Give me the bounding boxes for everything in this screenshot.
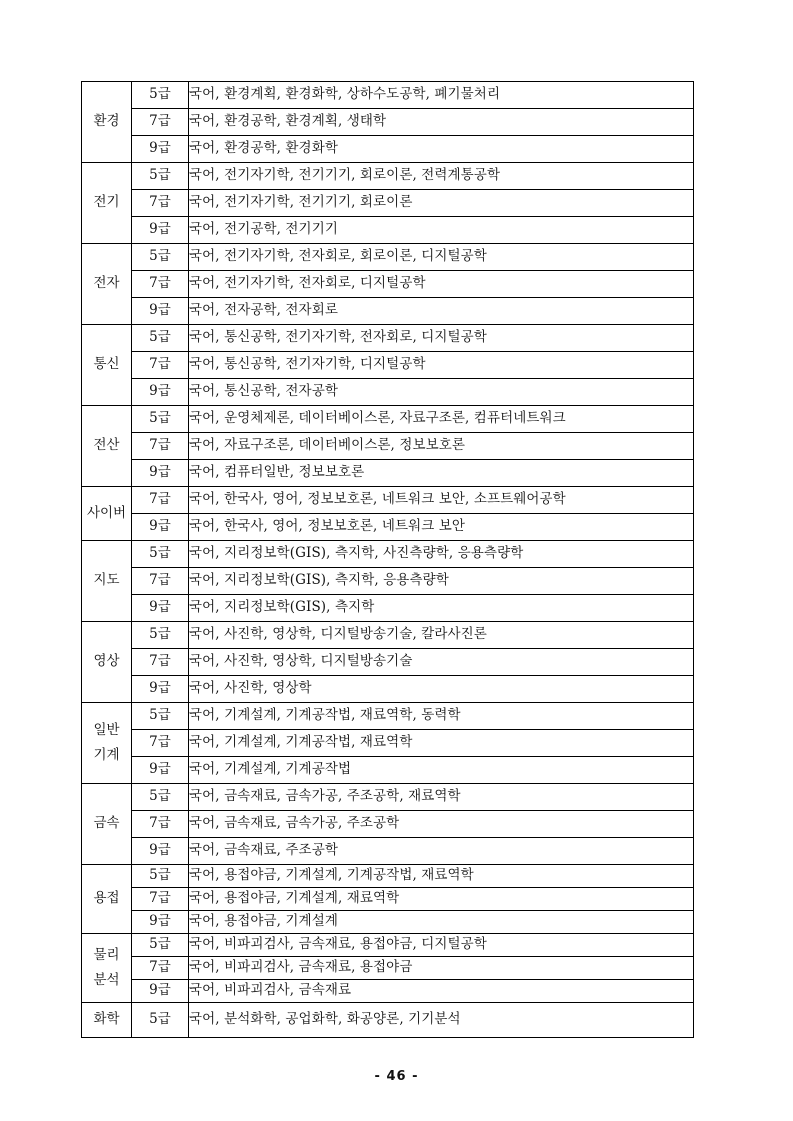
grade-cell: 9급 (132, 136, 189, 163)
table-row (82, 217, 694, 244)
subjects-cell: 국어, 기계설계, 기계공작법 (189, 757, 694, 784)
table-row (82, 136, 694, 163)
subjects-cell: 국어, 환경공학, 환경계획, 생태학 (189, 109, 694, 136)
subjects-cell: 국어, 지리정보학(GIS), 측지학, 사진측량학, 응용측량학 (189, 541, 694, 568)
field-name: 전산 (93, 437, 120, 454)
subjects-cell: 국어, 전기자기학, 전기기기, 회로이론, 전력계통공학 (189, 163, 694, 190)
table-row (82, 460, 694, 487)
grade-cell: 5급 (132, 865, 189, 888)
grade-cell: 7급 (132, 352, 189, 379)
field-name-cell (82, 487, 132, 541)
field-name-line2: 분석 (93, 972, 120, 988)
table-row (82, 838, 694, 865)
subjects-cell: 국어, 용접야금, 기계설계 (189, 911, 694, 934)
table-row (82, 811, 694, 838)
grade-cell: 5급 (132, 82, 189, 109)
subjects-cell: 국어, 사진학, 영상학, 디지털방송기술 (189, 649, 694, 676)
subjects-cell: 국어, 금속재료, 금속가공, 주조공학 (189, 811, 694, 838)
field-name: 사이버 (86, 504, 127, 521)
table-row (82, 568, 694, 595)
field-name: 전기 (93, 194, 120, 211)
grade-cell: 9급 (132, 460, 189, 487)
field-name-cell (82, 865, 132, 934)
table-body (82, 82, 694, 1038)
subjects-cell: 국어, 전기공학, 전기기기 (189, 217, 694, 244)
table-row (82, 980, 694, 1003)
field-name: 물리 (93, 947, 120, 964)
subjects-cell: 국어, 환경계획, 환경화학, 상하수도공학, 폐기물처리 (189, 82, 694, 109)
field-name-cell (82, 622, 132, 703)
table-row (82, 757, 694, 784)
grade-cell: 7급 (132, 957, 189, 980)
subjects-cell: 국어, 자료구조론, 데이터베이스론, 정보보호론 (189, 433, 694, 460)
subjects-cell: 국어, 환경공학, 환경화학 (189, 136, 694, 163)
grade-cell: 5급 (132, 934, 189, 957)
table-row (82, 865, 694, 888)
table-row (82, 352, 694, 379)
table-row (82, 109, 694, 136)
table-row (82, 298, 694, 325)
grade-cell: 5급 (132, 406, 189, 433)
table-row (82, 487, 694, 514)
table-row (82, 595, 694, 622)
grade-cell: 5급 (132, 541, 189, 568)
subjects-cell: 국어, 비파괴검사, 금속재료, 용접야금, 디지털공학 (189, 934, 694, 957)
table-row (82, 957, 694, 980)
subjects-cell: 국어, 금속재료, 금속가공, 주조공학, 재료역학 (189, 784, 694, 811)
table-row (82, 163, 694, 190)
grade-cell: 9급 (132, 676, 189, 703)
table-row (82, 190, 694, 217)
subjects-cell: 국어, 전기자기학, 전자회로, 디지털공학 (189, 271, 694, 298)
grade-cell: 9급 (132, 757, 189, 784)
subjects-cell: 국어, 운영체제론, 데이터베이스론, 자료구조론, 컴퓨터네트워크 (189, 406, 694, 433)
field-name-cell (82, 703, 132, 784)
subjects-cell: 국어, 사진학, 영상학 (189, 676, 694, 703)
field-name-cell (82, 82, 132, 163)
field-name: 영상 (93, 653, 120, 670)
field-name-cell (82, 1003, 132, 1038)
subjects-cell: 국어, 기계설계, 기계공작법, 재료역학 (189, 730, 694, 757)
field-name: 일반 (93, 722, 120, 739)
grade-cell: 7급 (132, 888, 189, 911)
grade-cell: 7급 (132, 730, 189, 757)
grade-cell: 7급 (132, 811, 189, 838)
subjects-cell: 국어, 전자공학, 전자회로 (189, 298, 694, 325)
subjects-cell: 국어, 지리정보학(GIS), 측지학 (189, 595, 694, 622)
table-row (82, 325, 694, 352)
field-name-cell (82, 244, 132, 325)
grade-cell: 7급 (132, 568, 189, 595)
grade-cell: 9급 (132, 911, 189, 934)
grade-cell: 9급 (132, 514, 189, 541)
grade-cell: 9급 (132, 298, 189, 325)
grade-cell: 9급 (132, 595, 189, 622)
subjects-cell: 국어, 전기자기학, 전자회로, 회로이론, 디지털공학 (189, 244, 694, 271)
grade-cell: 9급 (132, 379, 189, 406)
field-name: 환경 (93, 113, 120, 130)
subjects-cell: 국어, 한국사, 영어, 정보보호론, 네트워크 보안 (189, 514, 694, 541)
subjects-cell: 국어, 용접야금, 기계설계, 재료역학 (189, 888, 694, 911)
table-row (82, 1003, 694, 1038)
grade-cell: 9급 (132, 980, 189, 1003)
grade-cell: 5급 (132, 1003, 189, 1038)
field-name: 지도 (93, 572, 120, 589)
field-name-cell (82, 406, 132, 487)
grade-cell: 5급 (132, 244, 189, 271)
table-row (82, 888, 694, 911)
grade-cell: 7급 (132, 271, 189, 298)
subjects-cell: 국어, 사진학, 영상학, 디지털방송기술, 칼라사진론 (189, 622, 694, 649)
grade-cell: 5급 (132, 784, 189, 811)
grade-cell: 5급 (132, 163, 189, 190)
subjects-cell: 국어, 비파괴검사, 금속재료, 용접야금 (189, 957, 694, 980)
table-row (82, 541, 694, 568)
grade-cell: 7급 (132, 190, 189, 217)
field-name: 화학 (93, 1011, 120, 1028)
table-row (82, 244, 694, 271)
grade-cell: 7급 (132, 487, 189, 514)
grade-cell: 5급 (132, 622, 189, 649)
table-row (82, 934, 694, 957)
grade-cell: 5급 (132, 703, 189, 730)
table-row (82, 271, 694, 298)
table-row (82, 649, 694, 676)
table-row (82, 911, 694, 934)
subjects-cell: 국어, 전기자기학, 전기기기, 회로이론 (189, 190, 694, 217)
field-name-line2: 기계 (93, 747, 120, 763)
subjects-cell: 국어, 통신공학, 전기자기학, 디지털공학 (189, 352, 694, 379)
subjects-cell: 국어, 분석화학, 공업화학, 화공양론, 기기분석 (189, 1003, 694, 1038)
field-name-cell (82, 163, 132, 244)
grade-cell: 9급 (132, 838, 189, 865)
table-row (82, 622, 694, 649)
subjects-cell: 국어, 비파괴검사, 금속재료 (189, 980, 694, 1003)
grade-cell: 7급 (132, 109, 189, 136)
table-row (82, 784, 694, 811)
subjects-cell: 국어, 통신공학, 전자공학 (189, 379, 694, 406)
exam-subjects-table (81, 81, 694, 1038)
table-row (82, 379, 694, 406)
field-name: 금속 (93, 815, 120, 832)
table-row (82, 703, 694, 730)
table-row (82, 676, 694, 703)
subjects-cell: 국어, 용접야금, 기계설계, 기계공작법, 재료역학 (189, 865, 694, 888)
field-name-cell (82, 934, 132, 1003)
table-row (82, 730, 694, 757)
table-row (82, 433, 694, 460)
field-name-cell (82, 325, 132, 406)
grade-cell: 9급 (132, 217, 189, 244)
field-name: 통신 (93, 356, 120, 373)
field-name-cell (82, 541, 132, 622)
subjects-cell: 국어, 한국사, 영어, 정보보호론, 네트워크 보안, 소프트웨어공학 (189, 487, 694, 514)
table-row (82, 406, 694, 433)
grade-cell: 7급 (132, 649, 189, 676)
field-name: 전자 (93, 275, 120, 292)
page-number: - 46 - (374, 1069, 419, 1084)
grade-cell: 5급 (132, 325, 189, 352)
subjects-cell: 국어, 통신공학, 전기자기학, 전자회로, 디지털공학 (189, 325, 694, 352)
subjects-cell: 국어, 금속재료, 주조공학 (189, 838, 694, 865)
table-row (82, 514, 694, 541)
subjects-cell: 국어, 지리정보학(GIS), 측지학, 응용측량학 (189, 568, 694, 595)
field-name-cell (82, 784, 132, 865)
subjects-cell: 국어, 컴퓨터일반, 정보보호론 (189, 460, 694, 487)
field-name: 용접 (93, 890, 120, 907)
subjects-cell: 국어, 기계설계, 기계공작법, 재료역학, 동력학 (189, 703, 694, 730)
grade-cell: 7급 (132, 433, 189, 460)
table-row (82, 82, 694, 109)
